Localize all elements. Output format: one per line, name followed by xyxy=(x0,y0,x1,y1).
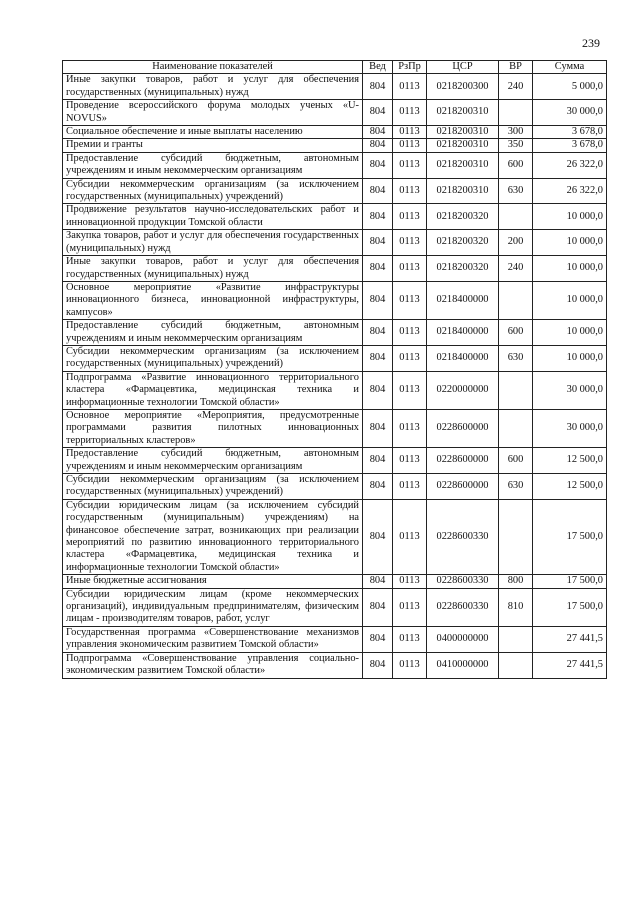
row-csr: 0228600000 xyxy=(427,409,499,447)
row-csr: 0218200300 xyxy=(427,74,499,100)
row-csr: 0218400000 xyxy=(427,320,499,346)
row-rzpr: 0113 xyxy=(393,74,427,100)
row-sum: 12 500,0 xyxy=(533,448,607,474)
table-row xyxy=(63,448,607,474)
row-name: Субсидии юридическим лицам (за исключением субсидий государственным (муниципальным) учреждениям) на финансовое обеспечение затрат, возникающих при реализации мероприятий по развитию инновационного территориального кластера «Фармацевтика, медицинская техника и информационные технологии Томской области» xyxy=(63,499,363,574)
row-name: Закупка товаров, работ и услуг для обеспечения государственных (муниципальных) нужд xyxy=(63,230,363,256)
row-name: Иные закупки товаров, работ и услуг для обеспечения государственных (муниципальных) нужд xyxy=(63,256,363,282)
row-name: Предоставление субсидий бюджетным, автономным учреждениям и иным некоммерческим организациям xyxy=(63,320,363,346)
row-ved: 804 xyxy=(363,409,393,447)
row-rzpr: 0113 xyxy=(393,448,427,474)
table-row xyxy=(63,100,607,126)
row-rzpr: 0113 xyxy=(393,126,427,139)
row-name: Государственная программа «Совершенствование механизмов управления экономическим развитием Томской области» xyxy=(63,626,363,652)
header-name: Наименование показателей xyxy=(63,61,363,74)
row-csr: 0400000000 xyxy=(427,626,499,652)
row-ved: 804 xyxy=(363,588,393,626)
table-row xyxy=(63,256,607,282)
table-row xyxy=(63,345,607,371)
row-vr: 810 xyxy=(499,588,533,626)
table-row xyxy=(63,371,607,409)
row-csr: 0228600330 xyxy=(427,499,499,574)
row-csr: 0218200320 xyxy=(427,230,499,256)
row-rzpr: 0113 xyxy=(393,281,427,319)
row-ved: 804 xyxy=(363,652,393,678)
row-rzpr: 0113 xyxy=(393,371,427,409)
table-row xyxy=(63,230,607,256)
row-ved: 804 xyxy=(363,499,393,574)
table-row xyxy=(63,626,607,652)
row-csr: 0218400000 xyxy=(427,345,499,371)
row-name: Предоставление субсидий бюджетным, автономным учреждениям и иным некоммерческим организациям xyxy=(63,448,363,474)
row-sum: 5 000,0 xyxy=(533,74,607,100)
table-row xyxy=(63,499,607,574)
row-sum: 10 000,0 xyxy=(533,281,607,319)
row-rzpr: 0113 xyxy=(393,230,427,256)
row-rzpr: 0113 xyxy=(393,409,427,447)
row-vr xyxy=(499,204,533,230)
row-csr: 0218200310 xyxy=(427,152,499,178)
row-name: Иные бюджетные ассигнования xyxy=(63,575,363,588)
row-csr: 0228600000 xyxy=(427,474,499,500)
row-ved: 804 xyxy=(363,74,393,100)
row-name: Основное мероприятие «Мероприятия, предусмотренные программами развития пилотных инновационных территориальных кластеров» xyxy=(63,409,363,447)
row-ved: 804 xyxy=(363,474,393,500)
row-vr: 600 xyxy=(499,320,533,346)
row-ved: 804 xyxy=(363,178,393,204)
row-vr: 630 xyxy=(499,474,533,500)
table-row xyxy=(63,474,607,500)
row-sum: 10 000,0 xyxy=(533,204,607,230)
header-csr: ЦСР xyxy=(427,61,499,74)
row-ved: 804 xyxy=(363,204,393,230)
row-vr xyxy=(499,652,533,678)
row-rzpr: 0113 xyxy=(393,204,427,230)
row-name: Подпрограмма «Развитие инновационного территориального кластера «Фармацевтика, медицинская техника и информационные технологии Томской области» xyxy=(63,371,363,409)
row-rzpr: 0113 xyxy=(393,499,427,574)
row-ved: 804 xyxy=(363,230,393,256)
row-vr xyxy=(499,281,533,319)
row-vr: 350 xyxy=(499,139,533,152)
page-number: 239 xyxy=(582,36,600,50)
table-header-row xyxy=(63,61,607,74)
row-vr xyxy=(499,409,533,447)
table-row xyxy=(63,74,607,100)
header-sum: Сумма xyxy=(533,61,607,74)
table-row xyxy=(63,575,607,588)
row-sum: 10 000,0 xyxy=(533,256,607,282)
row-rzpr: 0113 xyxy=(393,345,427,371)
row-csr: 0218200310 xyxy=(427,126,499,139)
row-rzpr: 0113 xyxy=(393,652,427,678)
row-vr xyxy=(499,100,533,126)
table-row xyxy=(63,139,607,152)
row-vr xyxy=(499,626,533,652)
row-sum: 30 000,0 xyxy=(533,371,607,409)
row-sum: 10 000,0 xyxy=(533,230,607,256)
row-name: Субсидии некоммерческим организациям (за исключением государственных (муниципальных) учреждений) xyxy=(63,345,363,371)
row-ved: 804 xyxy=(363,575,393,588)
row-ved: 804 xyxy=(363,626,393,652)
table-row xyxy=(63,652,607,678)
table-row xyxy=(63,204,607,230)
row-rzpr: 0113 xyxy=(393,100,427,126)
row-csr: 0218200320 xyxy=(427,204,499,230)
row-name: Премии и гранты xyxy=(63,139,363,152)
row-sum: 26 322,0 xyxy=(533,152,607,178)
row-sum: 17 500,0 xyxy=(533,588,607,626)
row-ved: 804 xyxy=(363,256,393,282)
row-csr: 0218200310 xyxy=(427,100,499,126)
row-vr: 630 xyxy=(499,178,533,204)
row-name: Основное мероприятие «Развитие инфраструктуры инновационного бизнеса, инновационной инфраструктуры, кампусов» xyxy=(63,281,363,319)
row-ved: 804 xyxy=(363,152,393,178)
row-vr: 630 xyxy=(499,345,533,371)
row-sum: 30 000,0 xyxy=(533,100,607,126)
table-row xyxy=(63,152,607,178)
row-rzpr: 0113 xyxy=(393,152,427,178)
row-rzpr: 0113 xyxy=(393,588,427,626)
row-rzpr: 0113 xyxy=(393,178,427,204)
row-vr xyxy=(499,371,533,409)
row-vr: 600 xyxy=(499,152,533,178)
table-row xyxy=(63,588,607,626)
table-row xyxy=(63,281,607,319)
row-sum: 27 441,5 xyxy=(533,626,607,652)
row-name: Продвижение результатов научно-исследовательских работ и инновационной продукции Томской области xyxy=(63,204,363,230)
row-ved: 804 xyxy=(363,139,393,152)
row-sum: 17 500,0 xyxy=(533,499,607,574)
row-sum: 10 000,0 xyxy=(533,345,607,371)
row-name: Субсидии юридическим лицам (кроме некоммерческих организаций), индивидуальным предпринимателям, физическим лицам - производителям товаров, работ, услуг xyxy=(63,588,363,626)
row-sum: 12 500,0 xyxy=(533,474,607,500)
row-sum: 30 000,0 xyxy=(533,409,607,447)
row-sum: 10 000,0 xyxy=(533,320,607,346)
row-name: Субсидии некоммерческим организациям (за исключением государственных (муниципальных) учреждений) xyxy=(63,474,363,500)
row-vr xyxy=(499,499,533,574)
row-ved: 804 xyxy=(363,448,393,474)
row-name: Социальное обеспечение и иные выплаты населению xyxy=(63,126,363,139)
table-row xyxy=(63,409,607,447)
row-csr: 0218200310 xyxy=(427,139,499,152)
row-rzpr: 0113 xyxy=(393,474,427,500)
row-csr: 0218400000 xyxy=(427,281,499,319)
row-name: Проведение всероссийского форума молодых ученых «U-NOVUS» xyxy=(63,100,363,126)
row-sum: 27 441,5 xyxy=(533,652,607,678)
header-vr: ВР xyxy=(499,61,533,74)
row-rzpr: 0113 xyxy=(393,256,427,282)
row-sum: 3 678,0 xyxy=(533,126,607,139)
row-csr: 0220000000 xyxy=(427,371,499,409)
row-csr: 0228600330 xyxy=(427,588,499,626)
row-ved: 804 xyxy=(363,371,393,409)
row-ved: 804 xyxy=(363,320,393,346)
row-rzpr: 0113 xyxy=(393,320,427,346)
row-rzpr: 0113 xyxy=(393,626,427,652)
row-vr: 600 xyxy=(499,448,533,474)
row-ved: 804 xyxy=(363,126,393,139)
row-csr: 0218200310 xyxy=(427,178,499,204)
row-sum: 3 678,0 xyxy=(533,139,607,152)
row-vr: 800 xyxy=(499,575,533,588)
row-rzpr: 0113 xyxy=(393,139,427,152)
table-row xyxy=(63,320,607,346)
row-name: Подпрограмма «Совершенствование управления социально-экономическим развитием Томской области» xyxy=(63,652,363,678)
table-row xyxy=(63,178,607,204)
row-vr: 300 xyxy=(499,126,533,139)
table-row xyxy=(63,126,607,139)
budget-table xyxy=(62,60,607,679)
row-rzpr: 0113 xyxy=(393,575,427,588)
row-vr: 240 xyxy=(499,74,533,100)
row-csr: 0228600330 xyxy=(427,575,499,588)
row-name: Субсидии некоммерческим организациям (за исключением государственных (муниципальных) учреждений) xyxy=(63,178,363,204)
row-ved: 804 xyxy=(363,281,393,319)
header-ved: Вед xyxy=(363,61,393,74)
header-rzpr: РзПр xyxy=(393,61,427,74)
row-sum: 17 500,0 xyxy=(533,575,607,588)
row-csr: 0410000000 xyxy=(427,652,499,678)
row-name: Предоставление субсидий бюджетным, автономным учреждениям и иным некоммерческим организациям xyxy=(63,152,363,178)
row-csr: 0218200320 xyxy=(427,256,499,282)
row-ved: 804 xyxy=(363,100,393,126)
row-csr: 0228600000 xyxy=(427,448,499,474)
row-vr: 200 xyxy=(499,230,533,256)
row-vr: 240 xyxy=(499,256,533,282)
row-name: Иные закупки товаров, работ и услуг для обеспечения государственных (муниципальных) нужд xyxy=(63,74,363,100)
row-ved: 804 xyxy=(363,345,393,371)
row-sum: 26 322,0 xyxy=(533,178,607,204)
